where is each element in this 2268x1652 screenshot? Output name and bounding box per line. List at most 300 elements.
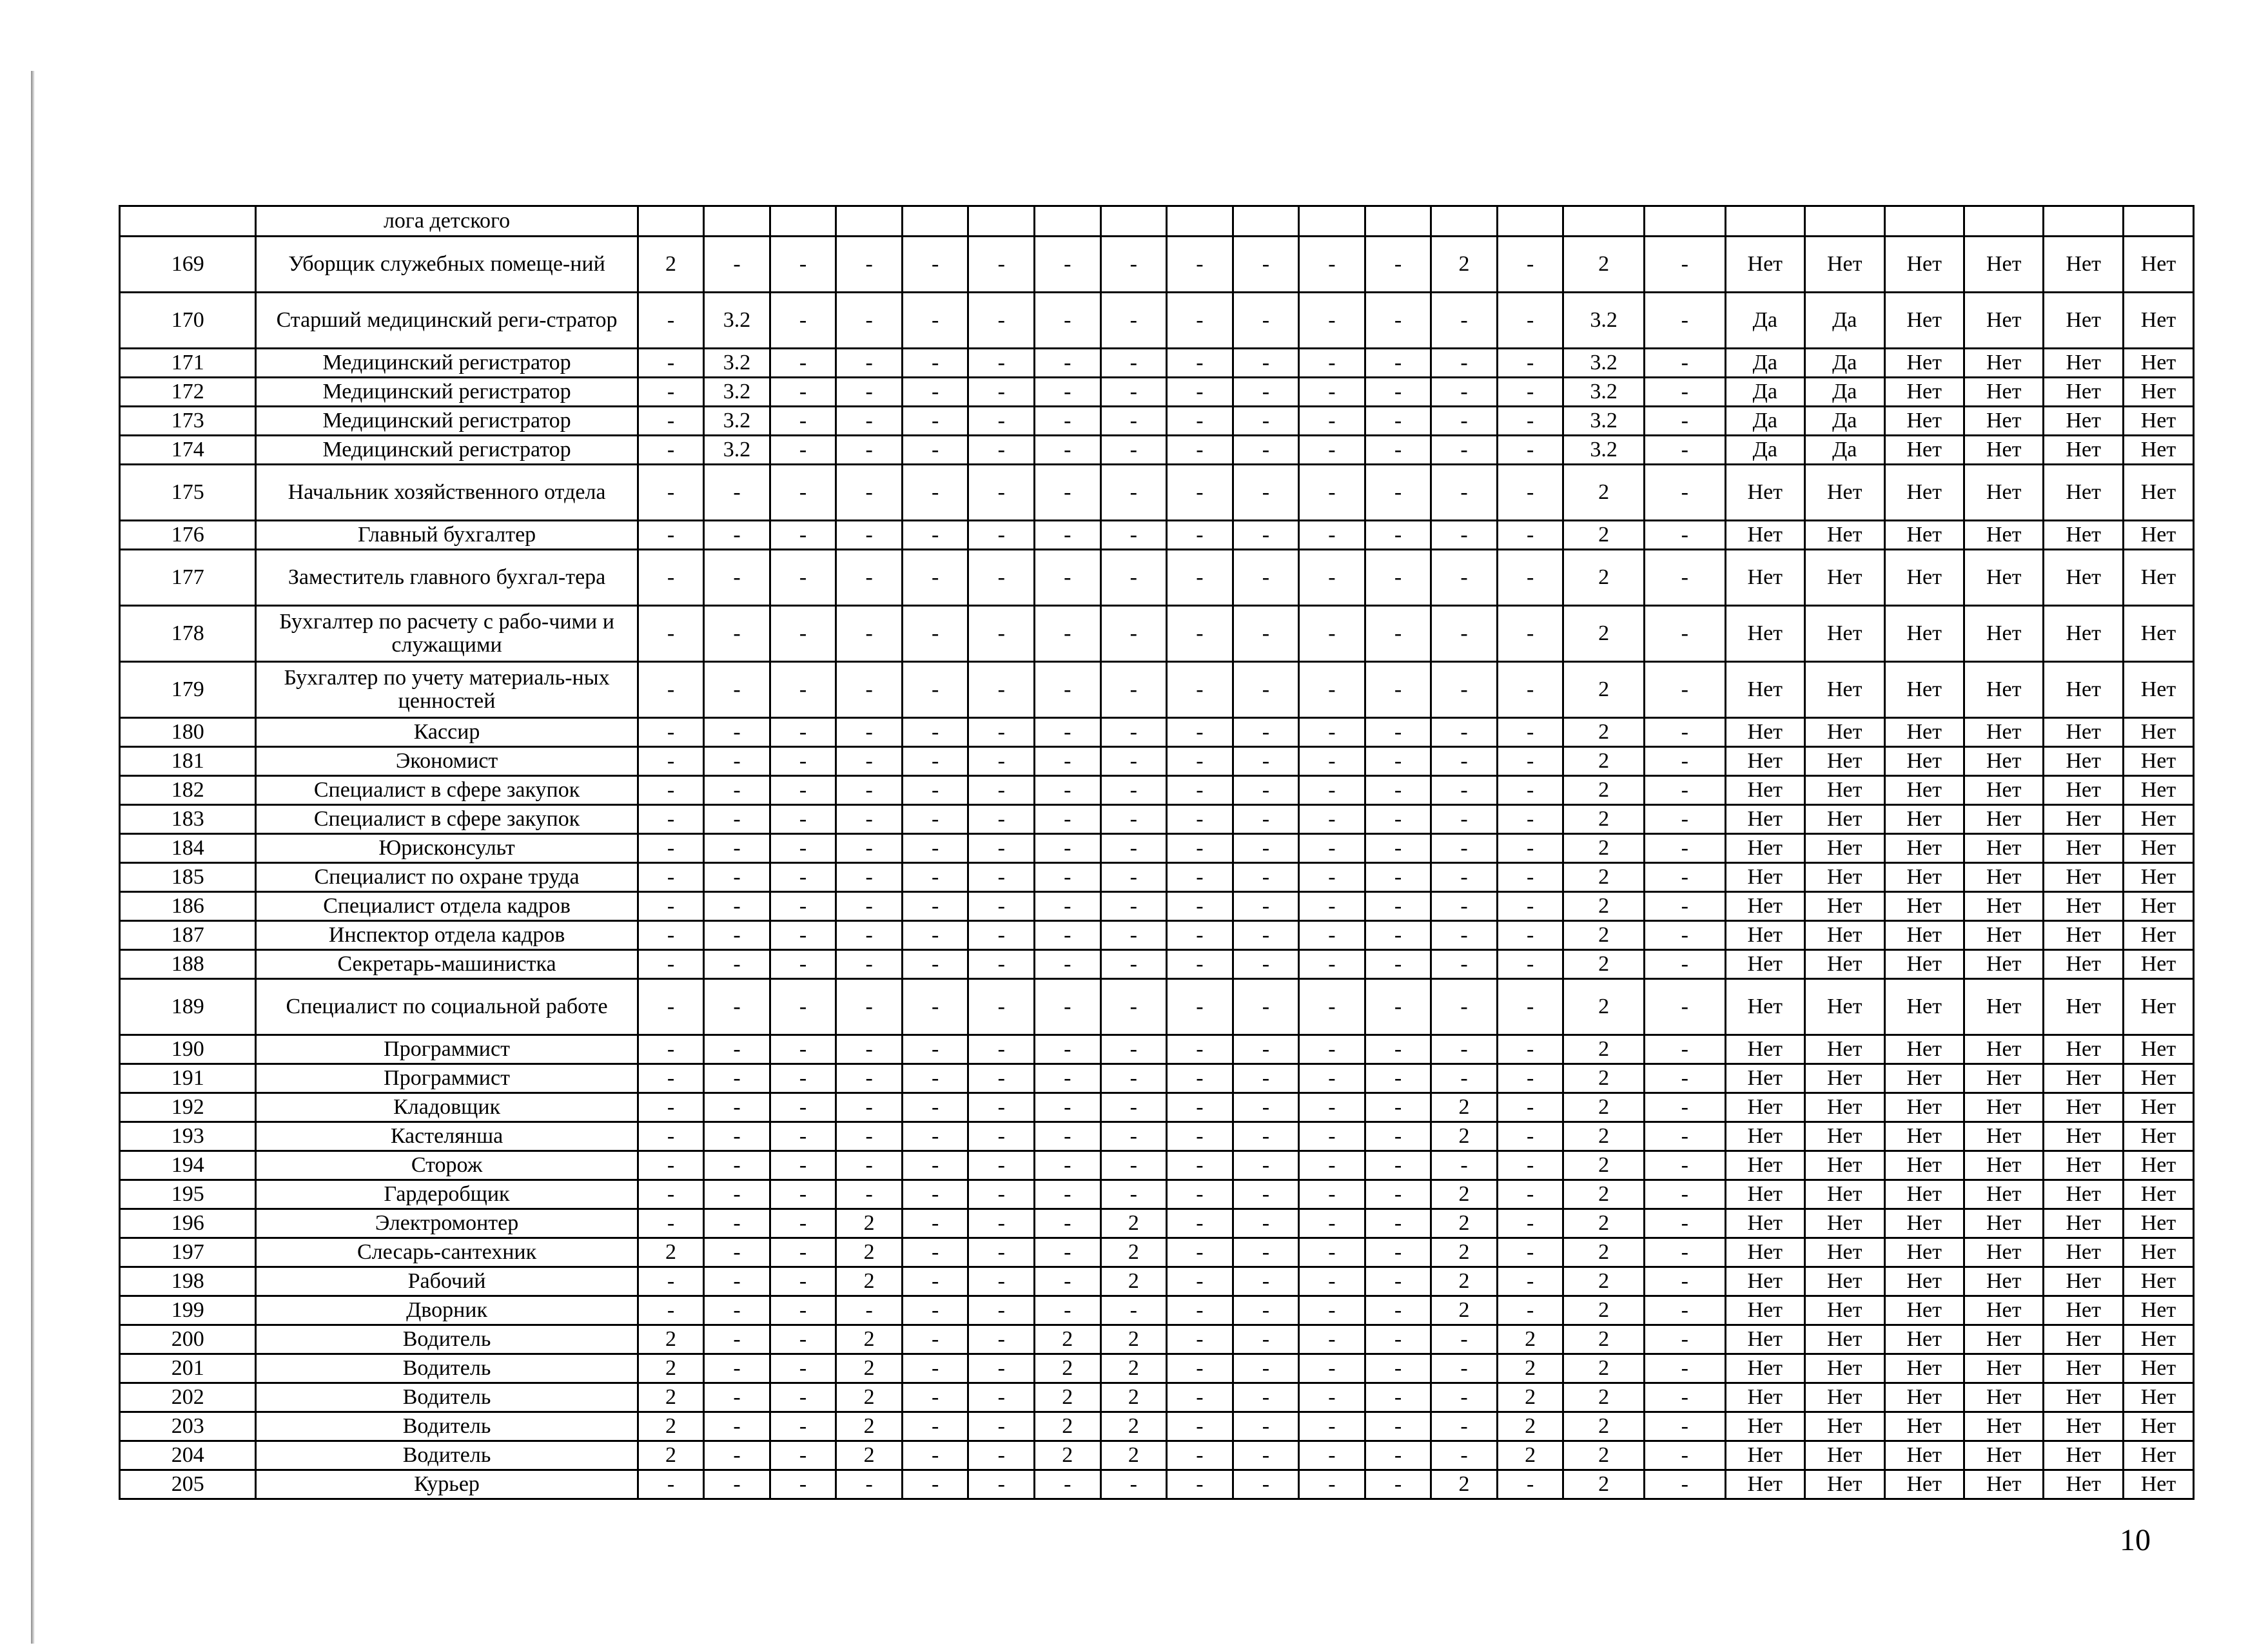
value-cell: - [968,747,1035,776]
value-cell: - [1167,349,1233,378]
value-cell: Нет [1725,1093,1804,1122]
value-cell: - [704,921,770,950]
value-cell: Нет [1884,950,1964,979]
row-number-cell: 175 [120,465,256,521]
value-cell: - [968,521,1035,550]
value-cell: - [902,1122,968,1151]
value-cell: Нет [1964,1151,2043,1180]
value-cell: - [1644,1122,1725,1151]
value-cell: Нет [2044,436,2123,465]
value-cell: - [1035,662,1101,718]
value-cell: Нет [1805,805,1884,834]
value-cell: - [1035,1209,1101,1238]
value-cell: - [1233,1325,1299,1354]
value-cell: Нет [1964,237,2043,293]
position-name-cell: Кастелянша [256,1122,638,1151]
value-cell: 2 [1563,521,1645,550]
value-cell: Да [1725,378,1804,407]
value-cell: - [704,1093,770,1122]
value-cell: Нет [1884,1151,1964,1180]
value-cell: - [1100,1035,1167,1064]
value-cell: - [1365,718,1431,747]
value-cell [1365,206,1431,237]
value-cell: - [1497,1122,1563,1151]
value-cell: - [1497,378,1563,407]
value-cell: Нет [2044,1267,2123,1296]
value-cell: - [1299,921,1365,950]
value-cell [770,206,836,237]
value-cell: - [1497,1470,1563,1499]
value-cell: - [1299,1209,1365,1238]
value-cell: - [1035,1035,1101,1064]
table-row [120,1180,2194,1209]
value-cell: - [1167,1383,1233,1412]
value-cell: - [1431,1383,1498,1412]
value-cell: Нет [1884,550,1964,606]
value-cell: Нет [1964,921,2043,950]
value-cell: Нет [1884,407,1964,436]
value-cell [2044,206,2123,237]
value-cell: Нет [1725,662,1804,718]
table-row [120,293,2194,349]
value-cell: Нет [1725,1296,1804,1325]
value-cell: Нет [1964,805,2043,834]
value-cell: Нет [1725,237,1804,293]
value-cell: - [1497,662,1563,718]
value-cell: Нет [1964,378,2043,407]
value-cell: - [836,776,903,805]
value-cell: Нет [1964,834,2043,863]
value-cell: - [770,1122,836,1151]
value-cell: - [902,521,968,550]
value-cell: - [704,1151,770,1180]
row-number-cell: 182 [120,776,256,805]
value-cell: - [902,1035,968,1064]
value-cell: Нет [1964,1122,2043,1151]
position-name-cell: Медицинский регистратор [256,378,638,407]
value-cell: - [770,1064,836,1093]
value-cell: - [1035,776,1101,805]
value-cell: - [968,293,1035,349]
value-cell: - [968,1441,1035,1470]
value-cell: - [770,1296,836,1325]
value-cell: - [836,1296,903,1325]
value-cell: Нет [1884,436,1964,465]
value-cell: Нет [1964,606,2043,662]
value-cell: Нет [1964,293,2043,349]
table-row [120,349,2194,378]
value-cell: Нет [1884,1267,1964,1296]
value-cell: Нет [1964,521,2043,550]
value-cell: - [638,436,704,465]
table-row [120,378,2194,407]
position-name-cell: Дворник [256,1296,638,1325]
value-cell: - [1167,1470,1233,1499]
value-cell: - [836,805,903,834]
value-cell: Нет [1884,237,1964,293]
value-cell: 2 [1431,1122,1498,1151]
value-cell: - [968,1325,1035,1354]
value-cell: - [1644,921,1725,950]
value-cell: - [1497,776,1563,805]
value-cell: - [638,1296,704,1325]
value-cell: - [1644,521,1725,550]
page-number: 10 [2120,1523,2151,1557]
row-number-cell: 178 [120,606,256,662]
value-cell: 2 [1563,892,1645,921]
value-cell: Нет [1964,1180,2043,1209]
value-cell: - [1299,805,1365,834]
value-cell: - [704,834,770,863]
value-cell: - [1035,834,1101,863]
position-name-cell: Слесарь-сантехник [256,1238,638,1267]
value-cell: 2 [836,1412,903,1441]
value-cell: - [1644,718,1725,747]
value-cell: - [770,1180,836,1209]
value-cell: Нет [1725,550,1804,606]
value-cell: Нет [1884,776,1964,805]
value-cell: - [902,1064,968,1093]
value-cell: 2 [836,1267,903,1296]
value-cell: - [1299,436,1365,465]
value-cell: - [1100,950,1167,979]
row-number-cell: 187 [120,921,256,950]
value-cell [1233,206,1299,237]
value-cell: Нет [1725,805,1804,834]
value-cell: Нет [1725,1470,1804,1499]
value-cell: - [968,718,1035,747]
value-cell: - [968,950,1035,979]
value-cell: - [1299,1412,1365,1441]
value-cell: Нет [1964,1354,2043,1383]
value-cell: Нет [1805,1354,1884,1383]
value-cell: - [1167,1325,1233,1354]
value-cell: - [1233,1151,1299,1180]
value-cell: - [704,747,770,776]
value-cell: - [1644,662,1725,718]
value-cell: - [902,1383,968,1412]
value-cell: Нет [2123,1122,2193,1151]
value-cell: - [1299,776,1365,805]
row-number-cell: 172 [120,378,256,407]
value-cell: - [1299,1151,1365,1180]
row-number-cell: 193 [120,1122,256,1151]
value-cell: Нет [2123,1238,2193,1267]
value-cell: Нет [1964,863,2043,892]
value-cell: - [1167,1064,1233,1093]
row-number-cell: 186 [120,892,256,921]
value-cell: Нет [1805,550,1884,606]
value-cell: - [1365,550,1431,606]
value-cell: - [638,1180,704,1209]
value-cell: - [1365,1441,1431,1470]
value-cell: Нет [2123,805,2193,834]
value-cell: - [1233,805,1299,834]
value-cell: - [1431,1035,1498,1064]
value-cell: - [770,465,836,521]
value-cell: - [770,921,836,950]
value-cell: - [1644,776,1725,805]
value-cell: - [770,521,836,550]
value-cell [1299,206,1365,237]
value-cell: - [968,1383,1035,1412]
value-cell: - [1497,1296,1563,1325]
value-cell: Нет [2123,1412,2193,1441]
value-cell: - [770,1354,836,1383]
table-row [120,1151,2194,1180]
value-cell: - [1365,863,1431,892]
value-cell: Нет [2044,521,2123,550]
value-cell: 3.2 [704,378,770,407]
value-cell: - [1167,293,1233,349]
value-cell: - [1497,863,1563,892]
value-cell: - [836,465,903,521]
position-name-cell: Инспектор отдела кадров [256,921,638,950]
value-cell: Нет [1964,662,2043,718]
value-cell: - [1299,1035,1365,1064]
value-cell: Нет [2044,293,2123,349]
value-cell: 3.2 [1563,293,1645,349]
value-cell: - [1497,407,1563,436]
value-cell: - [1233,1035,1299,1064]
value-cell: - [1644,1064,1725,1093]
table-row [120,718,2194,747]
value-cell: - [1431,950,1498,979]
value-cell: - [1365,662,1431,718]
value-cell: - [770,834,836,863]
position-name-cell: Водитель [256,1325,638,1354]
value-cell: - [1365,979,1431,1035]
value-cell: 2 [1431,1093,1498,1122]
value-cell: Нет [2123,1470,2193,1499]
value-cell: - [1644,979,1725,1035]
value-cell: - [1431,1354,1498,1383]
value-cell: - [836,718,903,747]
value-cell: - [968,1354,1035,1383]
value-cell: 2 [1563,718,1645,747]
value-cell: - [1365,1035,1431,1064]
value-cell: Нет [1725,1035,1804,1064]
value-cell: Нет [2123,465,2193,521]
row-number-cell: 196 [120,1209,256,1238]
value-cell: Нет [2123,378,2193,407]
table-row [120,892,2194,921]
value-cell: - [770,979,836,1035]
value-cell: Нет [1884,834,1964,863]
value-cell: - [1233,1412,1299,1441]
value-cell: Нет [2123,521,2193,550]
value-cell: Да [1805,407,1884,436]
value-cell: - [1365,747,1431,776]
value-cell [1563,206,1645,237]
row-number-cell: 176 [120,521,256,550]
value-cell: 2 [1035,1325,1101,1354]
value-cell: - [1299,979,1365,1035]
value-cell: - [704,1180,770,1209]
value-cell: - [902,863,968,892]
value-cell: - [1035,805,1101,834]
value-cell: - [1497,892,1563,921]
value-cell: - [902,1093,968,1122]
position-name-cell: Медицинский регистратор [256,407,638,436]
value-cell: - [1431,805,1498,834]
value-cell: Нет [1805,718,1884,747]
value-cell: Нет [1805,1035,1884,1064]
value-cell: - [836,892,903,921]
value-cell: - [836,237,903,293]
value-cell: - [770,747,836,776]
value-cell: - [1233,237,1299,293]
value-cell: - [1644,1470,1725,1499]
value-cell: 2 [638,237,704,293]
value-cell: Нет [1725,747,1804,776]
value-cell: - [1167,1412,1233,1441]
value-cell: - [1365,237,1431,293]
value-cell: 2 [1563,805,1645,834]
position-name-cell: Секретарь-машинистка [256,950,638,979]
value-cell: Нет [1964,1093,2043,1122]
value-cell: - [1365,805,1431,834]
value-cell: Нет [1964,1441,2043,1470]
value-cell: 2 [1100,1383,1167,1412]
value-cell: Нет [2123,1325,2193,1354]
value-cell: 3.2 [704,407,770,436]
value-cell: - [638,834,704,863]
value-cell: - [836,747,903,776]
value-cell: - [1497,465,1563,521]
value-cell: - [704,1296,770,1325]
row-number-cell: 202 [120,1383,256,1412]
value-cell: - [1431,1441,1498,1470]
value-cell: Нет [1805,1209,1884,1238]
value-cell: Нет [2123,293,2193,349]
value-cell: - [704,1122,770,1151]
value-cell: - [1644,378,1725,407]
value-cell: - [1100,747,1167,776]
value-cell: Нет [1805,1180,1884,1209]
value-cell: - [1644,436,1725,465]
table-row [120,921,2194,950]
value-cell: - [1035,1296,1101,1325]
value-cell: - [1431,465,1498,521]
value-cell: 2 [1431,1209,1498,1238]
value-cell: 2 [1563,1267,1645,1296]
table-row [120,662,2194,718]
value-cell: - [902,1296,968,1325]
value-cell: - [902,1267,968,1296]
table-row [120,950,2194,979]
row-number-cell: 203 [120,1412,256,1441]
value-cell: - [704,1064,770,1093]
value-cell: - [704,1267,770,1296]
value-cell: - [1299,1470,1365,1499]
value-cell: Нет [1964,892,2043,921]
value-cell: Нет [1884,378,1964,407]
value-cell: - [1299,1064,1365,1093]
value-cell: - [1497,1064,1563,1093]
value-cell: Нет [1964,1267,2043,1296]
value-cell: - [1365,1151,1431,1180]
value-cell [704,206,770,237]
value-cell [1884,206,1964,237]
value-cell: Нет [2044,1064,2123,1093]
value-cell: - [1644,606,1725,662]
value-cell: - [1233,718,1299,747]
value-cell: Нет [2123,1209,2193,1238]
value-cell: - [638,1122,704,1151]
value-cell: Нет [2123,979,2193,1035]
value-cell: Нет [1725,1325,1804,1354]
value-cell: Нет [1884,1412,1964,1441]
table-row [120,465,2194,521]
value-cell: - [1233,921,1299,950]
value-cell: Нет [2044,1470,2123,1499]
value-cell: - [638,747,704,776]
value-cell: - [770,349,836,378]
position-name-cell: Кладовщик [256,1093,638,1122]
value-cell: - [638,1093,704,1122]
row-number-cell: 183 [120,805,256,834]
value-cell: - [902,1238,968,1267]
scan-edge-shadow [31,71,35,1644]
value-cell: 2 [1563,1383,1645,1412]
value-cell: - [1431,979,1498,1035]
value-cell: - [1100,293,1167,349]
value-cell: 3.2 [1563,349,1645,378]
value-cell: - [968,892,1035,921]
value-cell: - [704,662,770,718]
value-cell: 2 [836,1209,903,1238]
value-cell: 2 [1100,1441,1167,1470]
value-cell: 2 [1431,1238,1498,1267]
value-cell: - [902,834,968,863]
value-cell: 2 [638,1238,704,1267]
value-cell: - [1100,378,1167,407]
value-cell: Нет [1725,1412,1804,1441]
value-cell: - [1167,1238,1233,1267]
value-cell: - [1644,1441,1725,1470]
value-cell: 2 [1563,747,1645,776]
table-row [120,1441,2194,1470]
value-cell: 2 [1100,1267,1167,1296]
value-cell: 2 [1563,979,1645,1035]
value-cell: 2 [1563,1441,1645,1470]
value-cell: - [1497,237,1563,293]
value-cell: - [1644,863,1725,892]
value-cell: - [770,718,836,747]
value-cell: 2 [1563,1325,1645,1354]
value-cell: - [1497,979,1563,1035]
value-cell: Да [1725,407,1804,436]
value-cell: Нет [1805,834,1884,863]
value-cell: - [1644,1093,1725,1122]
value-cell: - [770,1325,836,1354]
value-cell: Нет [1884,465,1964,521]
value-cell: - [1100,1093,1167,1122]
value-cell: - [1365,378,1431,407]
value-cell: - [1431,407,1498,436]
value-cell: - [1233,834,1299,863]
value-cell: - [836,1122,903,1151]
value-cell: Нет [1964,1325,2043,1354]
value-cell: - [1100,1470,1167,1499]
value-cell: - [902,1470,968,1499]
value-cell: - [902,718,968,747]
value-cell: - [1299,378,1365,407]
value-cell: Да [1725,436,1804,465]
value-cell: Нет [2123,436,2193,465]
value-cell: - [1233,662,1299,718]
